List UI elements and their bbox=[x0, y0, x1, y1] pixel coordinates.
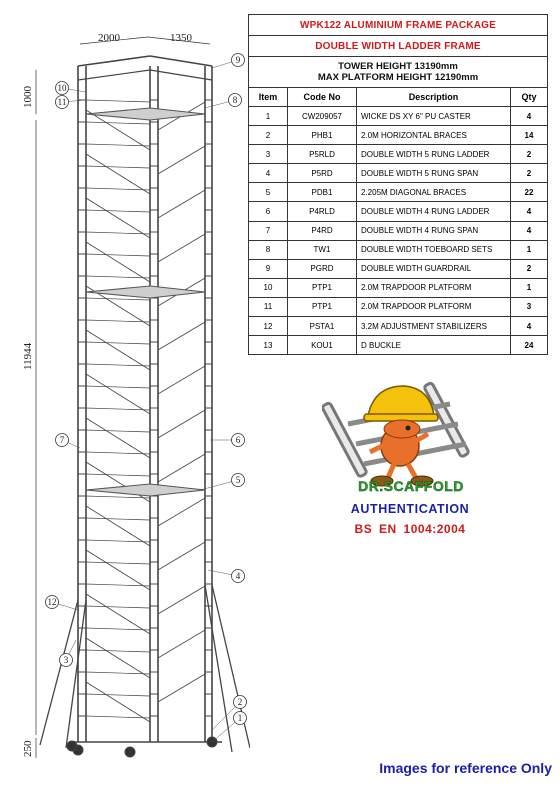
row-code: P5RD bbox=[288, 164, 357, 183]
horizontal-brace bbox=[86, 694, 150, 696]
row-qty: 4 bbox=[511, 221, 548, 240]
dim-depth-label: 1350 bbox=[170, 32, 192, 44]
row-item: 12 bbox=[249, 317, 288, 336]
diagonal-brace bbox=[158, 674, 205, 702]
scaffold-tower-drawing bbox=[0, 0, 250, 792]
callout-label: 5 bbox=[235, 475, 241, 485]
callout-label: 1 bbox=[237, 713, 243, 723]
row-code: P4RLD bbox=[288, 202, 357, 221]
platform bbox=[86, 484, 205, 496]
diagonal-brace bbox=[158, 586, 205, 614]
row-qty: 14 bbox=[511, 126, 548, 145]
diagonal-brace bbox=[158, 190, 205, 218]
row-item: 8 bbox=[249, 240, 288, 259]
row-code: TW1 bbox=[288, 240, 357, 259]
row-description: DOUBLE WIDTH TOEBOARD SETS bbox=[357, 240, 511, 259]
table-row bbox=[249, 107, 548, 126]
row-item: 6 bbox=[249, 202, 288, 221]
row-code: PSTA1 bbox=[288, 317, 357, 336]
callout-label: 9 bbox=[235, 55, 241, 65]
table-row bbox=[249, 297, 548, 316]
row-qty: 24 bbox=[511, 336, 548, 355]
part-callouts bbox=[46, 54, 247, 743]
horizontal-brace bbox=[86, 606, 150, 608]
row-item: 1 bbox=[249, 107, 288, 126]
horizontal-brace bbox=[86, 386, 150, 388]
diagonal-brace bbox=[158, 542, 205, 570]
row-description: WICKE DS XY 6" PU CASTER bbox=[357, 107, 511, 126]
guardrail bbox=[78, 70, 150, 80]
row-item: 2 bbox=[249, 126, 288, 145]
row-qty: 3 bbox=[511, 297, 548, 316]
row-code: PDB1 bbox=[288, 183, 357, 202]
standard-label: BS EN 1004:2004 bbox=[354, 522, 466, 536]
row-description: DOUBLE WIDTH 5 RUNG LADDER bbox=[357, 145, 511, 164]
horizontal-brace bbox=[86, 122, 150, 124]
row-qty: 2 bbox=[511, 164, 548, 183]
row-code: P4RD bbox=[288, 221, 357, 240]
diagonal-brace bbox=[158, 366, 205, 394]
reference-disclaimer: Images for reference Only bbox=[379, 760, 552, 776]
row-code: KOU1 bbox=[288, 336, 357, 355]
height-specs bbox=[249, 57, 548, 88]
callout-label: 3 bbox=[63, 655, 69, 665]
row-description: 2.205M DIAGONAL BRACES bbox=[357, 183, 511, 202]
row-qty: 1 bbox=[511, 240, 548, 259]
dim-base-label: 250 bbox=[22, 740, 34, 757]
row-description: DOUBLE WIDTH 5 RUNG SPAN bbox=[357, 164, 511, 183]
dr-scaffold-mascot-logo bbox=[322, 372, 492, 490]
horizontal-brace bbox=[86, 562, 150, 564]
brand-name: DR.SCAFFOLD bbox=[358, 478, 464, 494]
header-qty: Qty bbox=[511, 88, 548, 107]
horizontal-brace bbox=[86, 210, 150, 212]
table-row bbox=[249, 164, 548, 183]
horizontal-brace bbox=[86, 518, 150, 520]
horizontal-brace bbox=[86, 166, 150, 168]
row-item: 13 bbox=[249, 336, 288, 355]
callout-label: 11 bbox=[57, 97, 67, 107]
guardrail bbox=[150, 56, 212, 66]
callout-label: 10 bbox=[57, 83, 67, 93]
dim-guard-height-label: 1000 bbox=[22, 86, 34, 108]
callout-label: 8 bbox=[232, 95, 238, 105]
horizontal-brace bbox=[86, 100, 150, 102]
row-code: PTP1 bbox=[288, 278, 357, 297]
package-title: WPK122 ALUMINIUM FRAME PACKAGE bbox=[249, 15, 548, 36]
row-qty: 4 bbox=[511, 202, 548, 221]
table-row bbox=[249, 183, 548, 202]
table-row bbox=[249, 126, 548, 145]
caster-wheel-icon bbox=[67, 741, 77, 751]
table-header-row bbox=[249, 88, 548, 107]
dim-width-label: 2000 bbox=[98, 32, 120, 44]
table-row bbox=[249, 221, 548, 240]
top-platform bbox=[86, 108, 205, 120]
horizontal-brace bbox=[86, 474, 150, 476]
row-description: 2.0M TRAPDOOR PLATFORM bbox=[357, 297, 511, 316]
row-code: CW209057 bbox=[288, 107, 357, 126]
diagonal-brace bbox=[158, 498, 205, 526]
table-row bbox=[249, 317, 548, 336]
table-row bbox=[249, 259, 548, 278]
row-qty: 4 bbox=[511, 317, 548, 336]
diagonal-brace bbox=[158, 322, 205, 350]
tower-height-text: TOWER HEIGHT 13190mm bbox=[338, 61, 458, 72]
row-qty: 2 bbox=[511, 145, 548, 164]
row-item: 4 bbox=[249, 164, 288, 183]
row-item: 3 bbox=[249, 145, 288, 164]
diagonal-brace bbox=[158, 630, 205, 658]
horizontal-brace bbox=[86, 254, 150, 256]
frame-title: DOUBLE WIDTH LADDER FRAME bbox=[249, 36, 548, 57]
caster-wheel-icon bbox=[125, 747, 135, 757]
horizontal-brace bbox=[86, 430, 150, 432]
table-row bbox=[249, 278, 548, 297]
row-description: 2.0M TRAPDOOR PLATFORM bbox=[357, 278, 511, 297]
stabilizer bbox=[63, 600, 86, 748]
row-description: 2.0M HORIZONTAL BRACES bbox=[357, 126, 511, 145]
table-row bbox=[249, 336, 548, 355]
row-item: 11 bbox=[249, 297, 288, 316]
horizontal-brace bbox=[86, 342, 150, 344]
diagonal-brace bbox=[158, 454, 205, 482]
row-item: 9 bbox=[249, 259, 288, 278]
header-item: Item bbox=[249, 88, 288, 107]
row-qty: 2 bbox=[511, 259, 548, 278]
row-code: PHB1 bbox=[288, 126, 357, 145]
diagonal-brace bbox=[158, 410, 205, 438]
row-description: DOUBLE WIDTH 4 RUNG LADDER bbox=[357, 202, 511, 221]
row-item: 7 bbox=[249, 221, 288, 240]
row-description: DOUBLE WIDTH 4 RUNG SPAN bbox=[357, 221, 511, 240]
callout-label: 7 bbox=[59, 435, 65, 445]
row-description: DOUBLE WIDTH GUARDRAIL bbox=[357, 259, 511, 278]
authentication-label: AUTHENTICATION bbox=[350, 502, 470, 516]
row-qty: 4 bbox=[511, 107, 548, 126]
row-code: P5RLD bbox=[288, 145, 357, 164]
row-item: 10 bbox=[249, 278, 288, 297]
table-row bbox=[249, 145, 548, 164]
callout-label: 12 bbox=[47, 597, 57, 607]
callout-label: 2 bbox=[237, 697, 243, 707]
parts-table bbox=[248, 14, 548, 355]
table-row bbox=[249, 240, 548, 259]
stabilizer bbox=[40, 600, 78, 745]
diagonal-brace bbox=[158, 146, 205, 174]
table-row bbox=[249, 202, 548, 221]
diagonal-brace bbox=[158, 234, 205, 262]
header-code: Code No bbox=[288, 88, 357, 107]
row-description: 3.2M ADJUSTMENT STABILIZERS bbox=[357, 317, 511, 336]
row-code: PGRD bbox=[288, 259, 357, 278]
tower-structure bbox=[40, 56, 250, 757]
callout-label: 4 bbox=[235, 571, 241, 581]
guardrail bbox=[150, 70, 212, 80]
row-qty: 1 bbox=[511, 278, 548, 297]
guardrail bbox=[78, 56, 150, 66]
platform bbox=[86, 286, 205, 298]
horizontal-brace bbox=[86, 650, 150, 652]
row-description: D BUCKLE bbox=[357, 336, 511, 355]
callout-label: 6 bbox=[235, 435, 241, 445]
row-qty: 22 bbox=[511, 183, 548, 202]
dim-tower-height-label: 11944 bbox=[22, 342, 34, 370]
header-description: Description bbox=[357, 88, 511, 107]
horizontal-brace bbox=[86, 298, 150, 300]
row-code: PTP1 bbox=[288, 297, 357, 316]
platform-height-text: MAX PLATFORM HEIGHT 12190mm bbox=[317, 72, 479, 83]
row-item: 5 bbox=[249, 183, 288, 202]
